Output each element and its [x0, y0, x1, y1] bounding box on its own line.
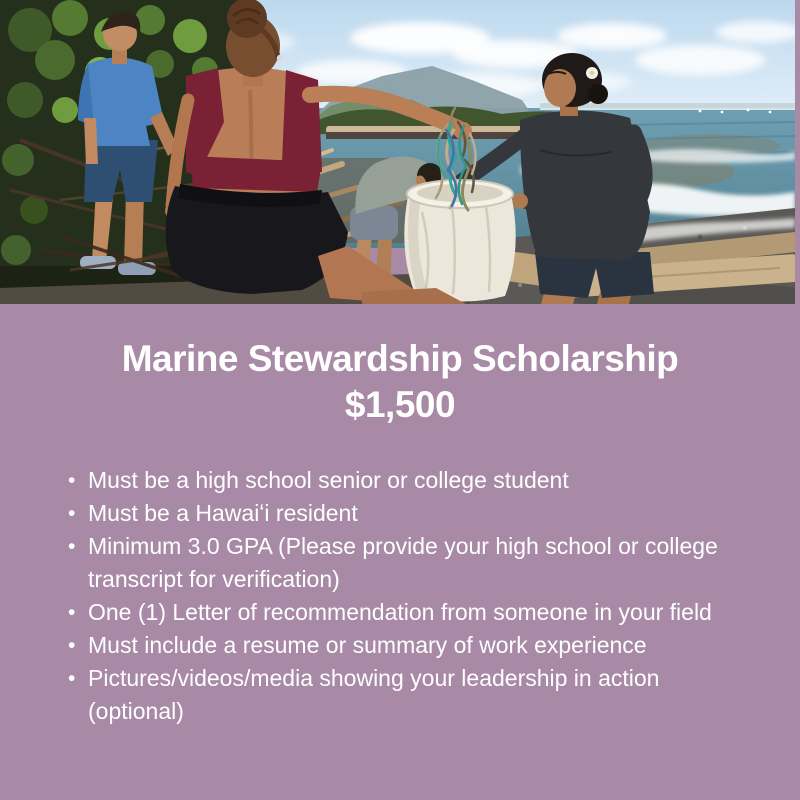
requirement-item: • Must be a Hawaiʻi resident [66, 497, 726, 530]
scholarship-panel [0, 304, 800, 800]
requirement-item: • One (1) Letter of recommendation from someone in your field [66, 596, 726, 629]
beach-cleanup-illustration [0, 0, 795, 304]
scholarship-amount: $1,500 [344, 384, 456, 425]
requirement-item: • Pictures/videos/media showing your leadership in action (optional) [66, 662, 726, 728]
requirements-list [66, 464, 726, 728]
beach-cleanup-photo [0, 0, 795, 304]
title-block [0, 304, 800, 428]
scholarship-title: Marine Stewardship Scholarship [121, 338, 679, 379]
requirement-item: • Must include a resume or summary of work experience [66, 629, 726, 662]
requirement-item: • Minimum 3.0 GPA (Please provide your high school or college transcript for verification) [66, 530, 726, 596]
requirement-item: • Must be a high school senior or college student [66, 464, 726, 497]
